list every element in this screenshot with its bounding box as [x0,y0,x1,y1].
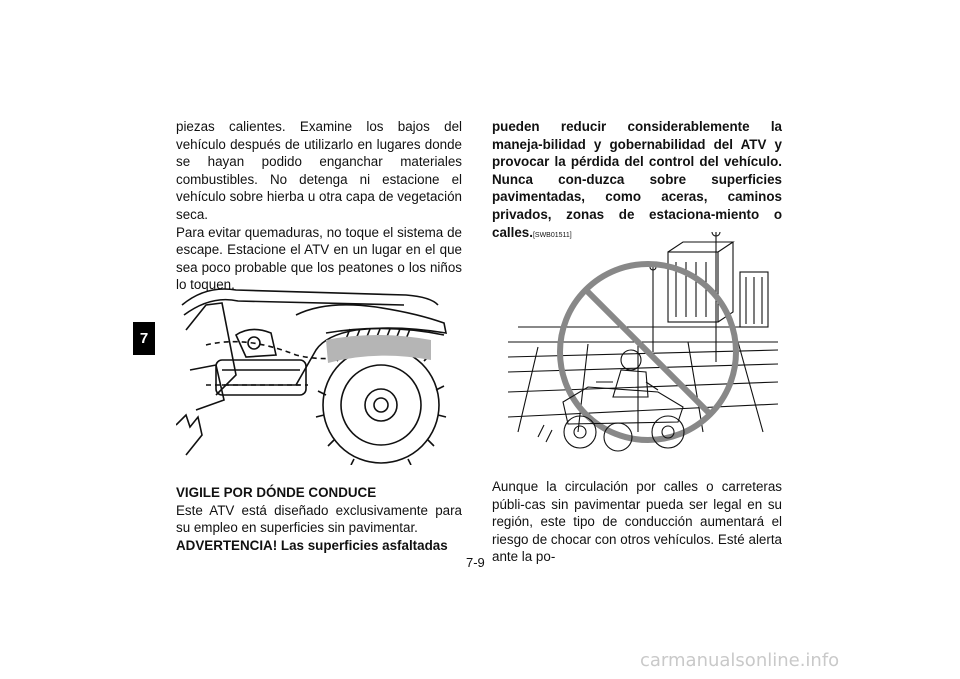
left-column-top [176,118,462,294]
chapter-number: 7 [139,330,149,347]
chapter-tab [133,322,155,355]
paragraph: Este ATV está diseñado exclusivamente para su empleo en superficies sin pavimentar. ADVERTENCIA! Las superficies asfaltadas [176,502,462,553]
watermark: carmanualsonline.info [640,650,840,671]
paragraph: Para evitar quemaduras, no toque el sistema de escape. Estacione el ATV en un lugar en el que sea poco probable que los peatones o los niños lo toquen. [176,224,462,293]
left-column-bottom [176,484,462,554]
no-pavement-illustration [508,232,778,457]
section-heading: VIGILE POR DÓNDE CONDUCE [176,485,377,500]
atv-exhaust-illustration [176,275,466,465]
warning-text: pueden reducir considerablemente la maneja-bilidad y gobernabilidad del ATV y provocar la pérdida del control del vehículo. Nunca con-duzca sobre superficies pavimentadas, como aceras, caminos privados, zonas de estaciona-miento o calles.[SWB01511] [492,119,782,240]
paragraph: piezas calientes. Examine los bajos del vehículo después de utilizarlo en lugares donde se hayan podido enganchar materiales combustibles. No detenga ni estacione el vehículo sobre hierba u otra capa de vegetación seca. [176,119,462,222]
right-column-bottom [492,478,782,566]
right-column-top [492,118,782,244]
warning-label: ADVERTENCIA! [176,537,278,553]
warning-start: Las superficies asfaltadas [280,537,448,553]
warning-code: [SWB01511] [532,231,572,239]
page-number: 7-9 [466,555,485,570]
paragraph: Aunque la circulación por calles o carreteras públi-cas sin pavimentar pueda ser legal en su región, este tipo de conducción aumentará el riesgo de chocar con otros vehículos. Esté alerta ante la po- [492,479,782,565]
